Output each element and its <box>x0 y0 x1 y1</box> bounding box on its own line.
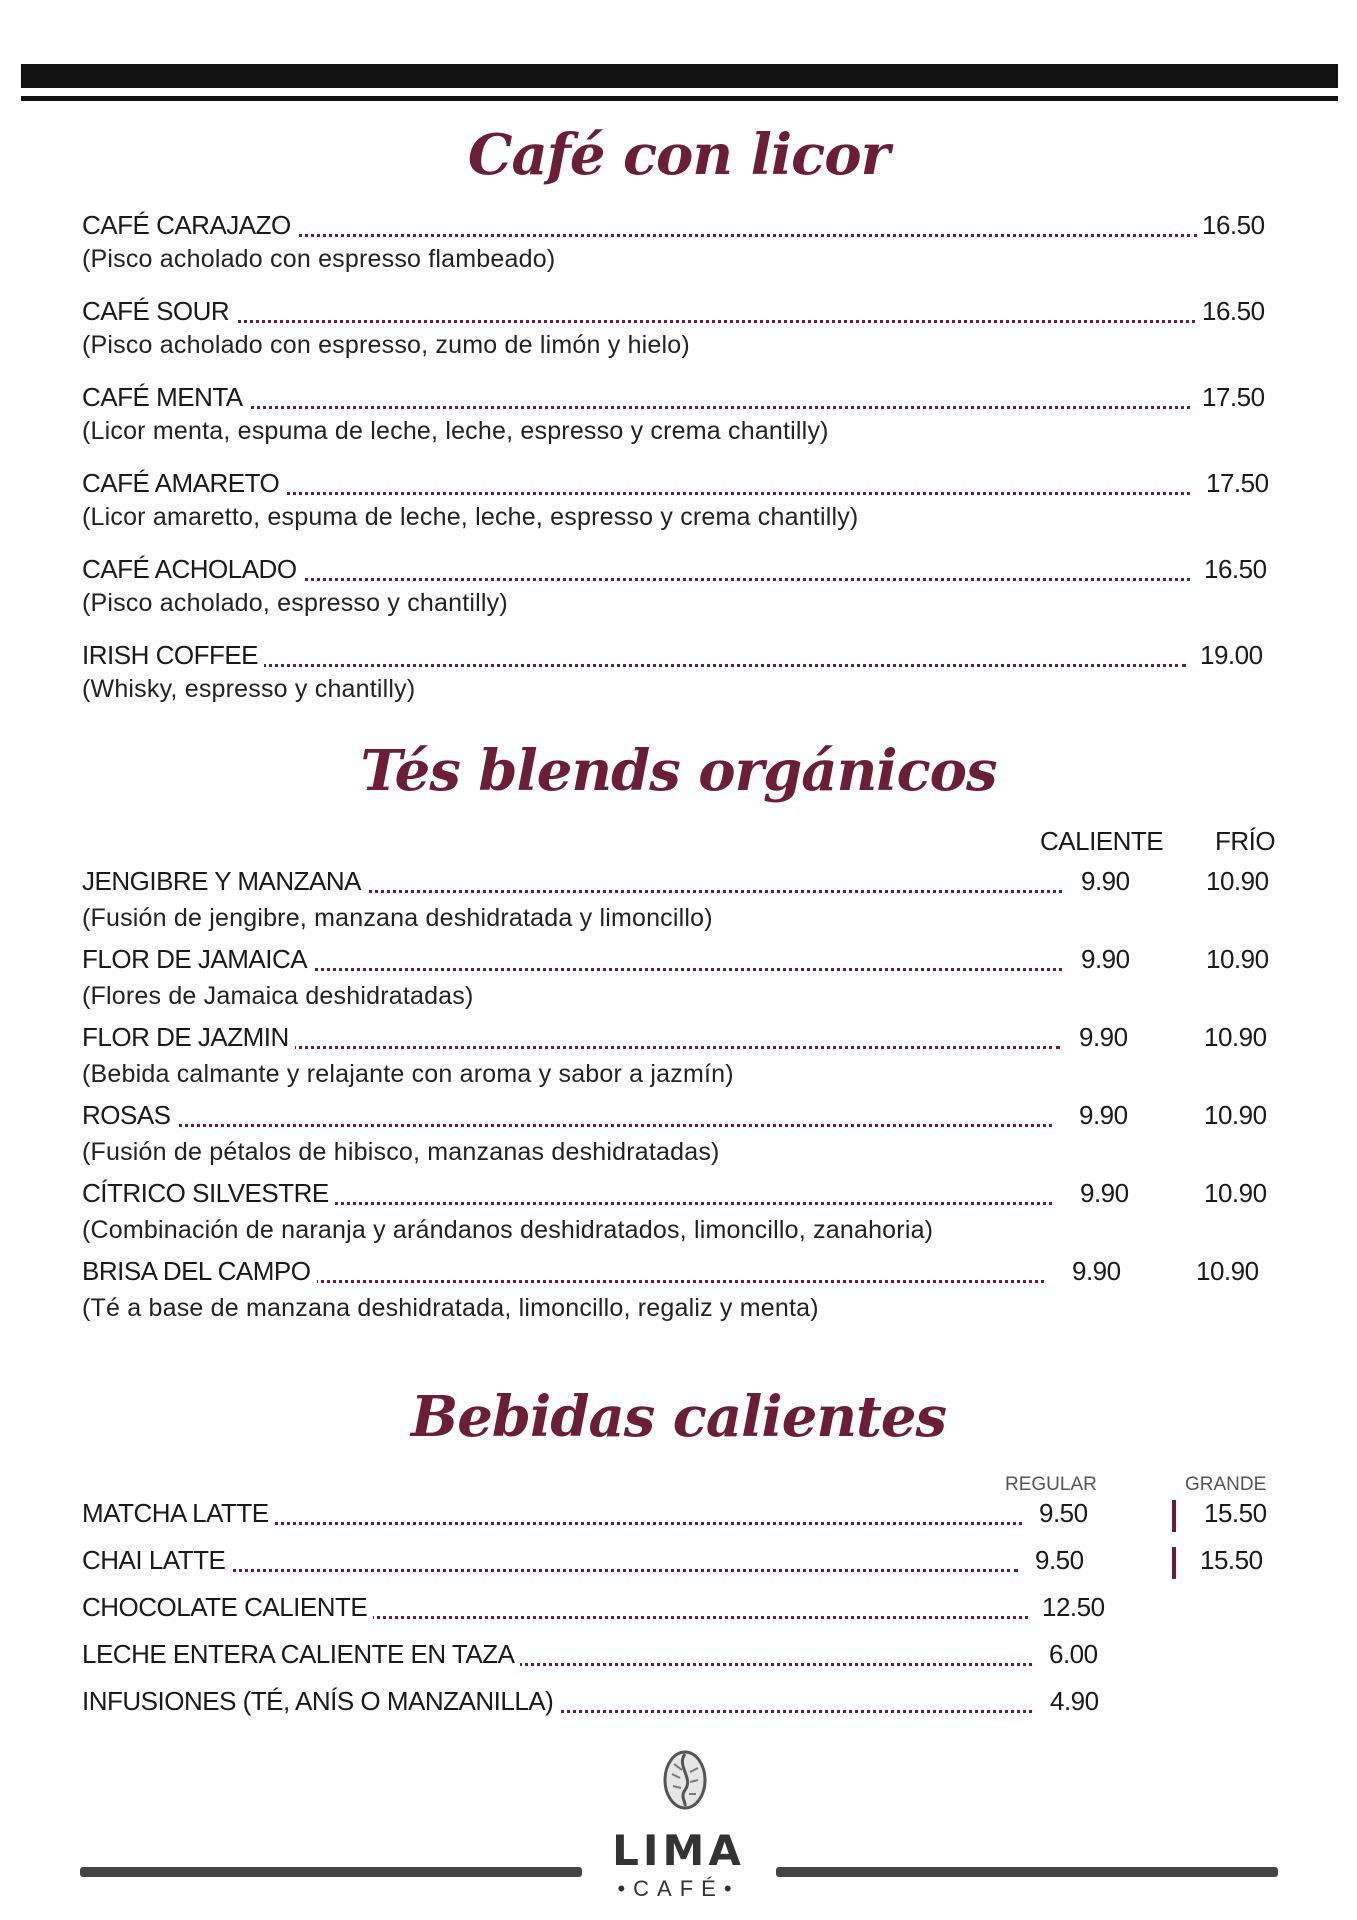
section-title-bebidas: Bebidas calientes <box>410 1384 947 1450</box>
item-price-hot: 9.90 <box>1079 1100 1128 1130</box>
item-name: FLOR DE JAZMIN <box>82 1022 295 1053</box>
item-price: 17.50 <box>1206 468 1269 498</box>
column-header-frio: FRÍO <box>1215 826 1276 856</box>
section-title-tes: Tés blends orgánicos <box>360 738 997 804</box>
logo-sub: •CAFÉ• <box>617 1876 740 1901</box>
item-price-hot: 9.90 <box>1072 1256 1121 1286</box>
item-price-regular: 12.50 <box>1042 1592 1105 1622</box>
section-title-cafe-licor: Café con licor <box>467 122 890 188</box>
item-name: CAFÉ AMARETO <box>82 468 285 499</box>
item-price-cold: 10.90 <box>1204 1100 1267 1130</box>
item-description: (Flores de Jamaica deshidratadas) <box>82 982 474 1010</box>
item-price: 16.50 <box>1202 296 1265 326</box>
item-name: CAFÉ ACHOLADO <box>82 554 303 585</box>
item-name: FLOR DE JAMAICA <box>82 944 313 975</box>
header-bar-thin <box>21 96 1338 101</box>
logo-brand: LIMA <box>612 1826 745 1875</box>
item-price-cold: 10.90 <box>1206 866 1269 896</box>
item-description: (Bebida calmante y relajante con aroma y sabor a jazmín) <box>82 1060 734 1088</box>
item-description: (Licor amaretto, espuma de leche, leche, espresso y crema chantilly) <box>82 503 859 531</box>
item-price-regular: 6.00 <box>1049 1639 1098 1669</box>
item-price-cold: 10.90 <box>1204 1178 1267 1208</box>
item-price-hot: 9.90 <box>1081 944 1130 974</box>
item-name: IRISH COFFEE <box>82 640 264 671</box>
item-name: INFUSIONES (TÉ, ANÍS O MANZANILLA) <box>82 1686 559 1717</box>
header-bar-thick <box>21 64 1338 88</box>
item-name: CAFÉ CARAJAZO <box>82 210 297 241</box>
price-separator <box>1172 1547 1176 1579</box>
coffee-bean-icon <box>662 1750 708 1810</box>
item-description: (Pisco acholado con espresso flambeado) <box>82 245 556 273</box>
item-price: 16.50 <box>1202 210 1265 240</box>
item-name: JENGIBRE Y MANZANA <box>82 866 367 897</box>
item-description: (Whisky, espresso y chantilly) <box>82 675 416 703</box>
item-price-cold: 10.90 <box>1206 944 1269 974</box>
item-price-grande: 15.50 <box>1204 1498 1267 1528</box>
item-price-cold: 10.90 <box>1204 1022 1267 1052</box>
item-name: BRISA DEL CAMPO <box>82 1256 317 1287</box>
item-price-regular: 4.90 <box>1050 1686 1099 1716</box>
item-description: (Fusión de pétalos de hibisco, manzanas deshidratadas) <box>82 1138 720 1166</box>
item-price-hot: 9.90 <box>1081 866 1130 896</box>
item-description: (Té a base de manzana deshidratada, limoncillo, regaliz y menta) <box>82 1294 819 1322</box>
dot-leader <box>82 320 1195 323</box>
item-price-regular: 9.50 <box>1035 1545 1084 1575</box>
column-header-caliente: CALIENTE <box>1040 826 1164 856</box>
item-name: CHAI LATTE <box>82 1545 231 1576</box>
item-name: CÍTRICO SILVESTRE <box>82 1178 335 1209</box>
item-name: ROSAS <box>82 1100 177 1131</box>
item-price: 17.50 <box>1202 382 1265 412</box>
item-description: (Pisco acholado con espresso, zumo de limón y hielo) <box>82 331 690 359</box>
item-name: CAFÉ SOUR <box>82 296 235 327</box>
item-description: (Pisco acholado, espresso y chantilly) <box>82 589 508 617</box>
item-name: MATCHA LATTE <box>82 1498 275 1529</box>
item-price-hot: 9.90 <box>1079 1022 1128 1052</box>
item-name: CAFÉ MENTA <box>82 382 249 413</box>
item-price: 16.50 <box>1204 554 1267 584</box>
item-name: CHOCOLATE CALIENTE <box>82 1592 373 1623</box>
item-price: 19.00 <box>1200 640 1263 670</box>
item-price-regular: 9.50 <box>1039 1498 1088 1528</box>
column-header-grande: GRANDE <box>1185 1474 1267 1495</box>
item-price-hot: 9.90 <box>1080 1178 1129 1208</box>
item-price-cold: 10.90 <box>1196 1256 1259 1286</box>
item-price-grande: 15.50 <box>1200 1545 1263 1575</box>
item-description: (Combinación de naranja y arándanos deshidratados, limoncillo, zanahoria) <box>82 1216 934 1244</box>
price-separator <box>1172 1500 1176 1532</box>
item-name: LECHE ENTERA CALIENTE EN TAZA <box>82 1639 520 1670</box>
item-description: (Fusión de jengibre, manzana deshidratada y limoncillo) <box>82 904 713 932</box>
item-description: (Licor menta, espuma de leche, leche, espresso y crema chantilly) <box>82 417 829 445</box>
dot-leader <box>82 1124 1052 1127</box>
column-header-regular: REGULAR <box>1005 1474 1097 1495</box>
